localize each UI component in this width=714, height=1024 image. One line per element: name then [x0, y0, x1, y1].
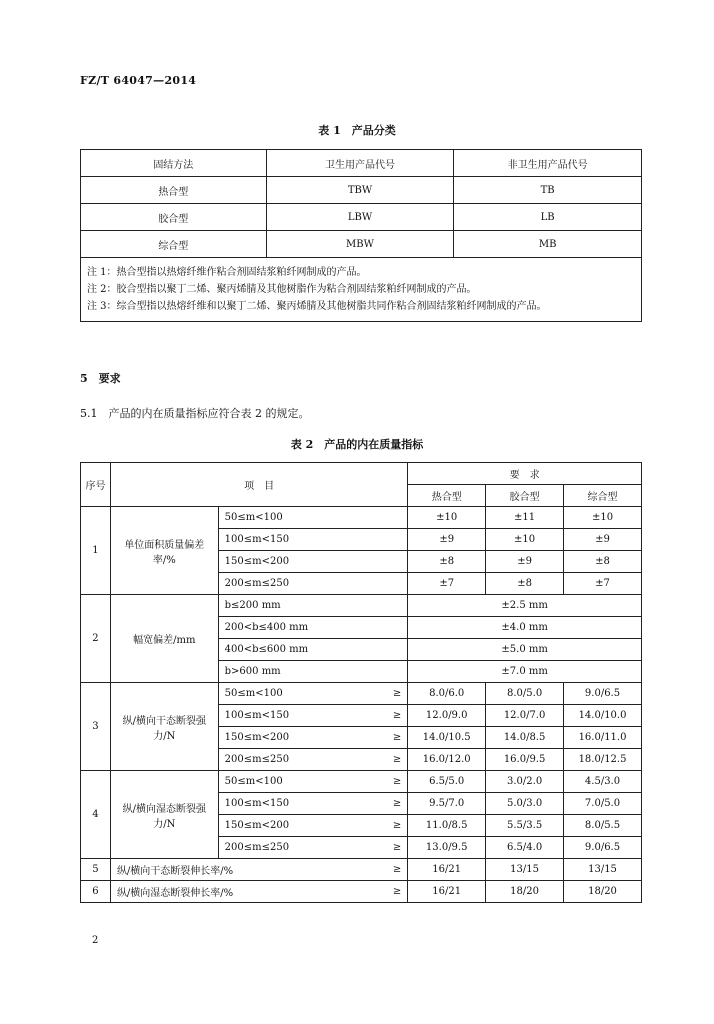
table-row — [81, 231, 642, 258]
table-cell: 综合型 — [81, 231, 267, 258]
value-cell: 8.0/5.5 — [564, 815, 642, 837]
quality-index-table — [80, 462, 642, 903]
value-cell: 18/20 — [486, 881, 564, 903]
ge-sign: ≥ — [373, 859, 408, 881]
value-cell: ±7 — [564, 573, 642, 595]
table-cell: 热合型 — [81, 177, 267, 204]
row-no: 5 — [81, 859, 111, 881]
value-cell: ±4.0 mm — [408, 617, 642, 639]
ge-sign: ≥ — [373, 881, 408, 903]
value-cell: 13/15 — [486, 859, 564, 881]
value-cell: 18/20 — [564, 881, 642, 903]
item-name: 纵/横向湿态断裂强力/N — [110, 771, 218, 859]
value-cell: 4.5/3.0 — [564, 771, 642, 793]
value-cell: 11.0/8.5 — [408, 815, 486, 837]
value-cell: 6.5/5.0 — [408, 771, 486, 793]
ge-sign: ≥ — [373, 815, 408, 837]
clause-5-1: 5.1 产品的内在质量指标应符合表 2 的规定。 — [80, 407, 310, 420]
condition-cell: b≤200 mm — [218, 595, 408, 617]
condition-cell: 200<b≤400 mm — [218, 617, 408, 639]
condition-cell: 100≤m<150 — [218, 705, 373, 727]
value-cell: ±10 — [486, 529, 564, 551]
value-cell: ±7 — [408, 573, 486, 595]
table2-caption: 表 2 产品的内在质量指标 — [290, 438, 424, 451]
condition-cell: 150≤m<200 — [218, 551, 408, 573]
value-cell: 9.0/6.5 — [564, 837, 642, 859]
ge-sign: ≥ — [373, 683, 408, 705]
product-classification-table — [80, 149, 642, 322]
condition-cell: 400<b≤600 mm — [218, 639, 408, 661]
value-cell: ±10 — [408, 507, 486, 529]
row-no: 3 — [81, 683, 111, 771]
page-number: 2 — [92, 935, 99, 946]
table-cell: 胶合型 — [81, 204, 267, 231]
row-no: 1 — [81, 507, 111, 595]
table-cell: TB — [454, 177, 642, 204]
condition-cell: 50≤m<100 — [218, 507, 408, 529]
value-cell: ±8 — [408, 551, 486, 573]
value-cell: 8.0/5.0 — [486, 683, 564, 705]
section-5-title: 5 要求 — [80, 372, 121, 385]
header-requirement: 要 求 — [408, 463, 642, 485]
value-cell: 5.5/3.5 — [486, 815, 564, 837]
condition-cell: 100≤m<150 — [218, 793, 373, 815]
table-row — [81, 177, 642, 204]
value-cell: ±8 — [564, 551, 642, 573]
ge-sign: ≥ — [373, 727, 408, 749]
table-row — [81, 859, 642, 881]
value-cell: 16.0/12.0 — [408, 749, 486, 771]
value-cell: ±9 — [408, 529, 486, 551]
value-cell: ±5.0 mm — [408, 639, 642, 661]
condition-cell: 100≤m<150 — [218, 529, 408, 551]
value-cell: 18.0/12.5 — [564, 749, 642, 771]
row-no: 6 — [81, 881, 111, 903]
value-cell: 16/21 — [408, 881, 486, 903]
table-row — [81, 683, 642, 705]
condition-cell: 200≤m≤250 — [218, 837, 373, 859]
condition-cell: 200≤m≤250 — [218, 573, 408, 595]
table1-caption: 表 1 产品分类 — [318, 124, 396, 137]
value-cell: ±7.0 mm — [408, 661, 642, 683]
header-cell: 非卫生用产品代号 — [454, 150, 642, 177]
value-cell: 8.0/6.0 — [408, 683, 486, 705]
header-cell: 卫生用产品代号 — [266, 150, 454, 177]
table-cell: LB — [454, 204, 642, 231]
condition-cell: 150≤m<200 — [218, 815, 373, 837]
table-header-row — [81, 150, 642, 177]
value-cell: ±11 — [486, 507, 564, 529]
header-item: 项 目 — [110, 463, 407, 507]
row-no: 4 — [81, 771, 111, 859]
table-row — [81, 881, 642, 903]
value-cell: 12.0/9.0 — [408, 705, 486, 727]
table-cell: TBW — [266, 177, 454, 204]
item-name: 纵/横向干态断裂强力/N — [110, 683, 218, 771]
value-cell: 14.0/10.0 — [564, 705, 642, 727]
condition-cell: 50≤m<100 — [218, 683, 373, 705]
value-cell: ±9 — [486, 551, 564, 573]
value-cell: ±9 — [564, 529, 642, 551]
header-cell: 固结方法 — [81, 150, 267, 177]
table-row — [81, 595, 642, 617]
condition-cell: 200≤m≤250 — [218, 749, 373, 771]
ge-sign: ≥ — [373, 749, 408, 771]
ge-sign: ≥ — [373, 705, 408, 727]
condition-cell: b>600 mm — [218, 661, 408, 683]
value-cell: 12.0/7.0 — [486, 705, 564, 727]
value-cell: 9.5/7.0 — [408, 793, 486, 815]
notes-row — [81, 258, 642, 322]
note-3: 注 3：综合型指以热熔纤维和以聚丁二烯、聚丙烯腈及其他树脂共同作粘合剂固结浆粕纤网制成的产品。 — [87, 301, 547, 312]
value-cell: 9.0/6.5 — [564, 683, 642, 705]
table-cell: LBW — [266, 204, 454, 231]
value-cell: 14.0/8.5 — [486, 727, 564, 749]
note-1: 注 1：热合型指以热熔纤维作粘合剂固结浆粕纤网制成的产品。 — [87, 267, 367, 278]
condition-cell: 50≤m<100 — [218, 771, 373, 793]
value-cell: ±2.5 mm — [408, 595, 642, 617]
value-cell: ±8 — [486, 573, 564, 595]
value-cell: ±10 — [564, 507, 642, 529]
value-cell: 3.0/2.0 — [486, 771, 564, 793]
item-name: 幅宽偏差/mm — [110, 595, 218, 683]
standard-code: FZ/T 64047—2014 — [80, 74, 197, 87]
value-cell: 7.0/5.0 — [564, 793, 642, 815]
value-cell: 13/15 — [564, 859, 642, 881]
table-cell: MB — [454, 231, 642, 258]
value-cell: 13.0/9.5 — [408, 837, 486, 859]
row-no: 2 — [81, 595, 111, 683]
value-cell: 6.5/4.0 — [486, 837, 564, 859]
item-name: 纵/横向湿态断裂伸长率/% — [110, 881, 372, 903]
value-cell: 16/21 — [408, 859, 486, 881]
item-name: 单位面积质量偏差率/% — [110, 507, 218, 595]
ge-sign: ≥ — [373, 771, 408, 793]
notes-cell — [81, 258, 642, 322]
ge-sign: ≥ — [373, 793, 408, 815]
value-cell: 5.0/3.0 — [486, 793, 564, 815]
table-row — [81, 204, 642, 231]
condition-cell: 150≤m<200 — [218, 727, 373, 749]
value-cell: 16.0/11.0 — [564, 727, 642, 749]
header-cell: 胶合型 — [486, 485, 564, 507]
header-cell: 综合型 — [564, 485, 642, 507]
item-name: 纵/横向干态断裂伸长率/% — [110, 859, 372, 881]
note-2: 注 2：胶合型指以聚丁二烯、聚丙烯腈及其他树脂作为粘合剂固结浆粕纤网制成的产品。 — [87, 284, 477, 295]
header-no: 序号 — [81, 463, 111, 507]
table-header-row — [81, 463, 642, 485]
value-cell: 14.0/10.5 — [408, 727, 486, 749]
value-cell: 16.0/9.5 — [486, 749, 564, 771]
table-row — [81, 507, 642, 529]
table-row — [81, 771, 642, 793]
ge-sign: ≥ — [373, 837, 408, 859]
header-cell: 热合型 — [408, 485, 486, 507]
table-cell: MBW — [266, 231, 454, 258]
